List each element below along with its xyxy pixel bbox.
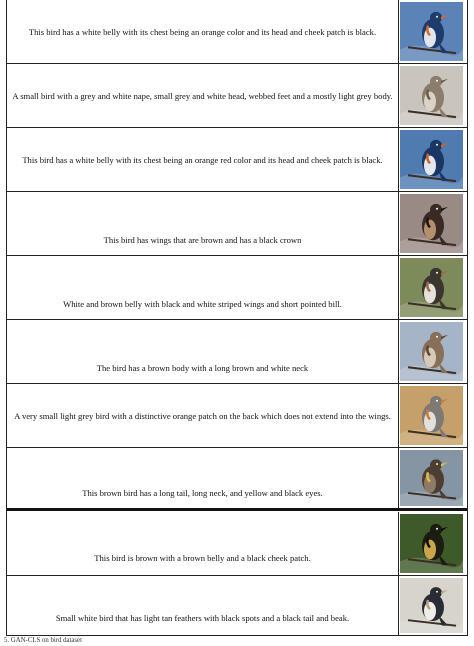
results-table [6, 0, 468, 636]
bird-icon [400, 386, 463, 445]
bird-icon [400, 66, 463, 125]
bird-icon [400, 514, 463, 573]
caption-text: This brown bird has a long tail, long neck, and yellow and black eyes. [82, 488, 323, 498]
caption-cell [7, 512, 399, 575]
generated-bird-image [400, 578, 463, 633]
bird-icon [400, 450, 463, 506]
caption-text: This bird has wings that are brown and has a black crown [103, 235, 302, 245]
caption-text: White and brown belly with black and white striped wings and short pointed bill. [63, 299, 342, 309]
generated-bird-image [400, 66, 463, 125]
caption-text: The bird has a brown body with a long brown and white neck [96, 363, 309, 373]
caption-text: Small white bird that has light tan feathers with black spots and a black tail and beak. [55, 613, 350, 623]
generated-bird-image [400, 2, 463, 61]
caption-text: This bird has a white belly with its chest being an orange red color and its head and cheek patch is black. [22, 154, 383, 165]
generated-bird-image [400, 450, 463, 506]
caption-cell [7, 576, 399, 635]
generated-bird-image [400, 322, 463, 381]
generated-bird-image [400, 514, 463, 573]
table-row [7, 448, 467, 511]
table-row [7, 64, 467, 128]
caption-text: This bird has a white belly with its chest being an orange color and its head and cheek patch is black. [28, 26, 377, 37]
table-row [7, 128, 467, 192]
generated-bird-image [400, 386, 463, 445]
caption-text: A very small light grey bird with a distinctive orange patch on the back which does not extend into the wings. [14, 410, 391, 421]
caption-cell [7, 64, 399, 127]
caption-text: This bird is brown with a brown belly and a black cheek patch. [94, 553, 311, 563]
figure-caption: 5. GAN-CLS on bird dataset [4, 637, 82, 644]
bird-icon [400, 258, 463, 317]
caption-cell [7, 448, 399, 508]
caption-text: A small bird with a grey and white nape, small grey and white head, webbed feet and a mostly light grey body. [12, 90, 393, 101]
table-row [7, 384, 467, 448]
generated-bird-image [400, 130, 463, 189]
caption-cell [7, 0, 399, 63]
caption-cell [7, 320, 399, 383]
bird-icon [400, 194, 463, 253]
table-row [7, 256, 467, 320]
bird-icon [400, 578, 463, 633]
caption-cell [7, 384, 399, 447]
bird-icon [400, 130, 463, 189]
caption-cell [7, 128, 399, 191]
generated-bird-image [400, 194, 463, 253]
caption-cell [7, 192, 399, 255]
generated-bird-image [400, 258, 463, 317]
table-row [7, 512, 467, 576]
bird-icon [400, 2, 463, 61]
caption-cell [7, 256, 399, 319]
table-row [7, 192, 467, 256]
table-row [7, 0, 467, 64]
bird-icon [400, 322, 463, 381]
table-row [7, 320, 467, 384]
table-row [7, 576, 467, 636]
